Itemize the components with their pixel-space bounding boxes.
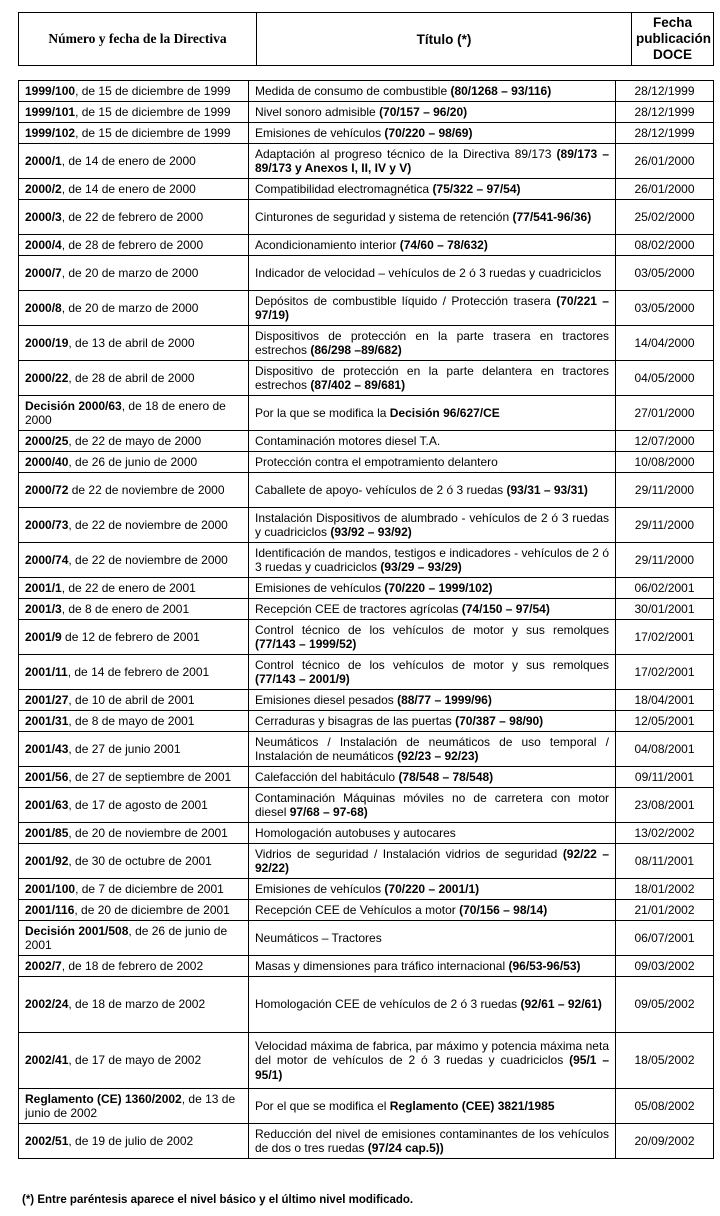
directive-date: , de 22 de noviembre de 2000 [68,552,228,567]
directive-date: , de 22 de noviembre de 2000 [68,517,228,532]
directive-number-cell [19,956,249,977]
table-row [19,977,714,1033]
directive-number-cell [19,900,249,921]
directive-number: 2000/73 [25,517,69,532]
directive-number: 2001/85 [25,825,69,840]
directive-number: 2001/43 [25,741,69,756]
directive-number-cell [19,690,249,711]
directive-number: 2000/1 [25,153,62,168]
title-text: Control técnico de los vehículos de motor y sus remolques [255,622,609,637]
table-row [19,326,714,361]
title-cell [249,256,616,291]
directive-number-cell [19,508,249,543]
directive-date: , de 27 de septiembre de 2001 [68,769,232,784]
title-cell [249,844,616,879]
directive-number-cell [19,291,249,326]
table-row [19,1124,714,1159]
title-cell [249,200,616,235]
title-reference: (80/1268 – 93/116) [450,83,552,98]
publication-date-cell: 30/01/2001 [616,599,714,620]
table-row [19,452,714,473]
directive-number: 2000/4 [25,237,62,252]
directive-number: 2000/25 [25,433,69,448]
table-row [19,396,714,431]
table-row [19,123,714,144]
title-text: Compatibilidad electromagnética [255,181,433,196]
directive-date: , de 22 de febrero de 2000 [61,209,204,224]
table-row [19,956,714,977]
title-text: Nivel sonoro admisible [255,104,380,119]
table-row [19,690,714,711]
publication-date-cell: 25/02/2000 [616,200,714,235]
publication-date-cell: 28/12/1999 [616,123,714,144]
title-text: Calefacción del habitáculo [255,769,399,784]
directive-number: 2001/3 [25,601,62,616]
title-text: Identificación de mandos, testigos e indicadores - vehículos de 2 ó 3 ruedas y cuadriciclos [255,545,609,574]
directive-number: 2001/27 [25,692,69,707]
directive-date: , de 15 de diciembre de 1999 [75,83,231,98]
publication-date-cell: 08/11/2001 [616,844,714,879]
title-text: Neumáticos – Tractores [255,930,382,945]
title-cell [249,823,616,844]
table-row [19,361,714,396]
directive-date: , de 27 de junio 2001 [68,741,181,756]
publication-date-cell: 20/09/2002 [616,1124,714,1159]
table-row [19,431,714,452]
directive-number-cell [19,256,249,291]
publication-date-cell: 04/08/2001 [616,732,714,767]
title-cell [249,620,616,655]
title-cell [249,711,616,732]
directive-date: , de 20 de marzo de 2000 [61,300,199,315]
publication-date-cell: 18/01/2002 [616,879,714,900]
publication-date-cell: 12/07/2000 [616,431,714,452]
title-cell [249,144,616,179]
publication-date-cell: 21/01/2002 [616,900,714,921]
title-text: Homologación autobuses y autocares [255,825,456,840]
title-reference: (78/548 – 78/548) [398,769,494,784]
table-row [19,732,714,767]
title-reference: (74/60 – 78/632) [399,237,488,252]
directive-number: 2001/92 [25,853,69,868]
title-cell [249,788,616,823]
directive-number: 2000/8 [25,300,62,315]
directive-date: , de 17 de agosto de 2001 [68,797,208,812]
title-reference: (70/387 – 98/90) [455,713,544,728]
table-row [19,599,714,620]
table-row [19,788,714,823]
directive-date: , de 18 de marzo de 2002 [68,997,206,1012]
title-text: Medida de consumo de combustible [255,83,451,98]
directive-number: 2002/7 [25,958,62,973]
title-reference: (93/31 – 93/31) [506,482,588,497]
directive-number: 2001/100 [25,881,76,896]
directive-number-cell [19,123,249,144]
title-text: Adaptación al progreso técnico de la Directiva 89/173 [255,146,557,161]
title-cell [249,452,616,473]
header-date-line-3: DOCE [652,47,692,62]
title-text: Cinturones de seguridad y sistema de retención [255,209,513,224]
directive-date: , de 19 de julio de 2002 [68,1133,194,1148]
publication-date-cell: 13/02/2002 [616,823,714,844]
table-row [19,508,714,543]
directive-date: , de 26 de junio de 2000 [68,454,198,469]
directive-number: 2000/40 [25,454,69,469]
title-cell [249,81,616,102]
directive-number-cell [19,1033,249,1089]
directive-date: , de 13 de junio de 2002 [25,1091,236,1120]
title-cell [249,1124,616,1159]
title-cell [249,921,616,956]
directive-number-cell [19,235,249,256]
title-text: Protección contra el empotramiento delantero [255,454,498,469]
directive-date: , de 22 de mayo de 2000 [68,433,202,448]
publication-date-cell: 26/01/2000 [616,144,714,179]
table-row [19,620,714,655]
title-reference: (77/143 – 2001/9) [255,672,350,686]
publication-date-cell: 29/11/2000 [616,543,714,578]
directive-number-cell [19,144,249,179]
table-row [19,543,714,578]
directive-number: 2000/74 [25,552,69,567]
directive-number-cell [19,599,249,620]
table-row [19,578,714,599]
directive-number-cell [19,396,249,431]
title-reference: (93/29 – 93/29) [380,560,462,574]
title-cell [249,690,616,711]
directive-date: , de 8 de enero de 2001 [61,601,190,616]
title-text: Control técnico de los vehículos de motor y sus remolques [255,657,609,672]
directive-number: 2001/11 [25,664,68,679]
directive-number: 2000/19 [25,335,69,350]
title-text: Depósitos de combustible líquido / Protección trasera [255,293,557,308]
title-text: Reducción del nivel de emisiones contaminantes de los vehículos de dos o tres ruedas [255,1126,609,1155]
directive-date: , de 15 de diciembre de 1999 [75,104,231,119]
title-cell [249,977,616,1033]
title-reference: (70/157 – 96/20) [379,104,468,119]
directives-table-body [19,81,714,1159]
title-text: Contaminación Máquinas móviles no de carretera con motor diesel [255,790,609,819]
directive-number-cell [19,326,249,361]
title-cell [249,179,616,200]
title-text: Indicador de velocidad – vehículos de 2 ó 3 ruedas y cuadriciclos [255,265,602,280]
directive-date: , de 20 de noviembre de 2001 [68,825,228,840]
title-reference: (75/322 – 97/54) [432,181,521,196]
directive-date: , de 26 de junio de 2001 [25,923,228,952]
header-publication-date [632,13,714,66]
title-text: Por el que se modifica el [255,1098,390,1113]
title-reference: (74/150 – 97/54) [461,601,550,616]
publication-date-cell: 09/11/2001 [616,767,714,788]
header-directive-number: Número y fecha de la Directiva [19,13,257,66]
directive-date: , de 20 de diciembre de 2001 [74,902,230,917]
title-reference: (95/1 – 95/1) [255,1053,610,1082]
directive-number-cell [19,879,249,900]
directive-number-cell [19,452,249,473]
directive-number: 1999/102 [25,125,76,140]
directive-date: , de 14 de febrero de 2001 [67,664,210,679]
directive-number: 1999/101 [25,104,76,119]
directive-date: de 22 de noviembre de 2000 [68,482,225,497]
title-cell [249,879,616,900]
directive-number-cell [19,431,249,452]
title-cell [249,235,616,256]
title-text: Dispositivo de protección en la parte delantera en tractores estrechos [255,363,609,392]
directive-number: 2001/116 [25,902,75,917]
directive-number-cell [19,844,249,879]
title-text: Neumáticos / Instalación de neumáticos de uso temporal / Instalación de neumáticos [255,734,609,763]
directive-number-cell [19,179,249,200]
directive-date: de 12 de febrero de 2001 [61,629,200,644]
publication-date-cell: 18/04/2001 [616,690,714,711]
directive-date: , de 15 de diciembre de 1999 [75,125,231,140]
title-reference: (93/92 – 93/92) [330,525,412,539]
title-text: Contaminación motores diesel T.A. [255,433,441,448]
directive-number-cell [19,655,249,690]
directive-number-cell [19,977,249,1033]
title-cell [249,655,616,690]
directive-number: 2001/63 [25,797,69,812]
table-row [19,256,714,291]
title-cell [249,431,616,452]
table-row [19,200,714,235]
title-reference: (89/173 – 89/173 y Anexos I, II, IV y V) [255,146,609,175]
directive-date: , de 28 de febrero de 2000 [61,237,204,252]
title-cell [249,578,616,599]
publication-date-cell: 05/08/2002 [616,1089,714,1124]
publication-date-cell: 27/01/2000 [616,396,714,431]
header-table [18,12,714,66]
title-text: Emisiones de vehículos [255,881,385,896]
directive-number: 2002/24 [25,997,69,1012]
title-reference: (70/221 – 97/19) [255,293,609,322]
title-text: Vidrios de seguridad / Instalación vidrios de seguridad [255,846,563,861]
title-reference: (70/220 – 1999/102) [384,580,493,595]
directive-number-cell [19,1124,249,1159]
publication-date-cell: 14/04/2000 [616,326,714,361]
directive-number-cell [19,473,249,508]
directive-number: 2000/7 [25,265,62,280]
title-reference: Decisión 96/627/CE [389,405,500,420]
publication-date-cell: 09/05/2002 [616,977,714,1033]
directive-number-cell [19,732,249,767]
title-cell [249,473,616,508]
table-row [19,179,714,200]
title-text: Emisiones de vehículos [255,580,385,595]
title-reference: (70/156 – 98/14) [459,902,548,917]
title-text: Por la que se modifica la [255,405,390,420]
title-text: Caballete de apoyo- vehículos de 2 ó 3 ruedas [255,482,507,497]
title-reference: (92/22 – 92/22) [255,846,609,875]
title-reference: (88/77 – 1999/96) [397,692,492,707]
table-row [19,81,714,102]
publication-date-cell: 17/02/2001 [616,620,714,655]
title-cell [249,361,616,396]
title-cell [249,396,616,431]
title-reference: Reglamento (CEE) 3821/1985 [389,1098,555,1113]
directive-number: 2000/72 [25,482,69,497]
table-row [19,655,714,690]
directive-number: Decisión 2001/508 [25,923,129,938]
title-text: Emisiones diesel pesados [255,692,398,707]
table-row [19,102,714,123]
directive-number: Reglamento (CE) 1360/2002 [25,1091,182,1106]
title-reference: (97/24 cap.5)) [367,1141,444,1155]
directive-date: , de 18 de febrero de 2002 [61,958,204,973]
publication-date-cell: 08/02/2000 [616,235,714,256]
publication-date-cell: 06/07/2001 [616,921,714,956]
directive-number-cell [19,823,249,844]
title-text: Emisiones de vehículos [255,125,385,140]
footnote: (*) Entre paréntesis aparece el nivel básico y el último nivel modificado. [22,1194,414,1206]
directives-table [18,80,714,1159]
title-cell [249,543,616,578]
directive-date: , de 8 de mayo de 2001 [68,713,195,728]
title-text: Acondicionamiento interior [255,237,400,252]
title-reference: (92/23 – 92/23) [397,749,479,763]
publication-date-cell: 06/02/2001 [616,578,714,599]
table-row [19,879,714,900]
directive-number-cell [19,921,249,956]
directive-number-cell [19,578,249,599]
directive-date: , de 30 de octubre de 2001 [68,853,212,868]
table-row [19,767,714,788]
publication-date-cell: 18/05/2002 [616,1033,714,1089]
header-title: Título (*) [257,13,632,66]
directive-number: 2002/41 [25,1053,69,1068]
title-reference: (77/143 – 1999/52) [255,637,357,651]
title-text: Homologación CEE de vehículos de 2 ó 3 ruedas [255,997,521,1012]
publication-date-cell: 28/12/1999 [616,102,714,123]
title-cell [249,732,616,767]
directive-number-cell [19,1089,249,1124]
table-row [19,1089,714,1124]
publication-date-cell: 26/01/2000 [616,179,714,200]
title-text: Instalación Dispositivos de alumbrado - vehículos de 2 ó 3 ruedas y cuadriciclos [255,510,609,539]
directive-date: , de 13 de abril de 2000 [68,335,195,350]
directive-number: 2000/3 [25,209,62,224]
directive-date: , de 22 de enero de 2001 [61,580,196,595]
directive-date: , de 14 de enero de 2000 [61,153,196,168]
table-row [19,921,714,956]
directive-number-cell [19,767,249,788]
publication-date-cell: 28/12/1999 [616,81,714,102]
title-text: Masas y dimensiones para tráfico internacional [255,958,509,973]
directive-number: 2001/31 [25,713,69,728]
publication-date-cell: 29/11/2000 [616,473,714,508]
directive-number-cell [19,788,249,823]
directive-number-cell [19,200,249,235]
title-cell [249,291,616,326]
directive-date: , de 7 de diciembre de 2001 [75,881,224,896]
title-reference: (96/53-96/53) [508,958,581,973]
directive-number: Decisión 2000/63 [25,398,122,413]
title-text: Velocidad máxima de fabrica, par máximo y potencia máxima neta del motor de vehículos de 2 ó 3 ruedas y cuadriciclos [255,1038,609,1068]
table-row [19,900,714,921]
publication-date-cell: 17/02/2001 [616,655,714,690]
title-cell [249,508,616,543]
publication-date-cell: 23/08/2001 [616,788,714,823]
directive-date: , de 17 de mayo de 2002 [68,1053,202,1068]
header-date-line-2: publicación [636,31,712,46]
title-reference: (70/220 – 2001/1) [384,881,480,896]
table-row [19,711,714,732]
directive-number-cell [19,711,249,732]
publication-date-cell: 29/11/2000 [616,508,714,543]
title-reference: (87/402 – 89/681) [310,378,406,392]
directive-number-cell [19,361,249,396]
publication-date-cell: 10/08/2000 [616,452,714,473]
directive-date: , de 14 de enero de 2000 [61,181,196,196]
directive-date: , de 28 de abril de 2000 [68,370,195,385]
directive-number: 2001/1 [25,580,62,595]
title-cell [249,900,616,921]
publication-date-cell: 09/03/2002 [616,956,714,977]
directive-date: , de 10 de abril de 2001 [68,692,195,707]
directive-date: , de 20 de marzo de 2000 [61,265,199,280]
title-text: Dispositivos de protección en la parte trasera en tractores estrechos [255,328,609,357]
directive-number-cell [19,620,249,655]
title-cell [249,1089,616,1124]
title-cell [249,123,616,144]
publication-date-cell: 03/05/2000 [616,256,714,291]
directive-number-cell [19,81,249,102]
title-cell [249,102,616,123]
title-text: Cerraduras y bisagras de las puertas [255,713,456,728]
directive-number: 2002/51 [25,1133,69,1148]
table-row [19,473,714,508]
title-reference: (77/541-96/36) [512,209,592,224]
directive-number: 2000/22 [25,370,69,385]
table-row [19,235,714,256]
directive-number: 2001/56 [25,769,69,784]
title-cell [249,1033,616,1089]
directive-number: 2001/9 [25,629,62,644]
title-text: Recepción CEE de tractores agrícolas [255,601,462,616]
publication-date-cell: 03/05/2000 [616,291,714,326]
title-cell [249,956,616,977]
title-text: Recepción CEE de Vehículos a motor [255,902,460,917]
directive-number: 1999/100 [25,83,76,98]
directive-number: 2000/2 [25,181,62,196]
publication-date-cell: 12/05/2001 [616,711,714,732]
table-row [19,844,714,879]
title-reference: (92/61 – 92/61) [520,997,602,1012]
directive-date: , de 18 de enero de 2000 [25,398,226,427]
title-reference: 97/68 – 97-68) [289,805,368,819]
table-row [19,1033,714,1089]
title-cell [249,767,616,788]
title-reference: (70/220 – 98/69) [384,125,473,140]
directive-number-cell [19,543,249,578]
header-row [19,13,714,66]
table-row [19,291,714,326]
title-cell [249,599,616,620]
table-row [19,823,714,844]
title-reference: (86/298 –89/682) [310,343,402,357]
header-date-line-1: Fecha [652,15,693,30]
publication-date-cell: 04/05/2000 [616,361,714,396]
table-row [19,144,714,179]
directive-number-cell [19,102,249,123]
title-cell [249,326,616,361]
